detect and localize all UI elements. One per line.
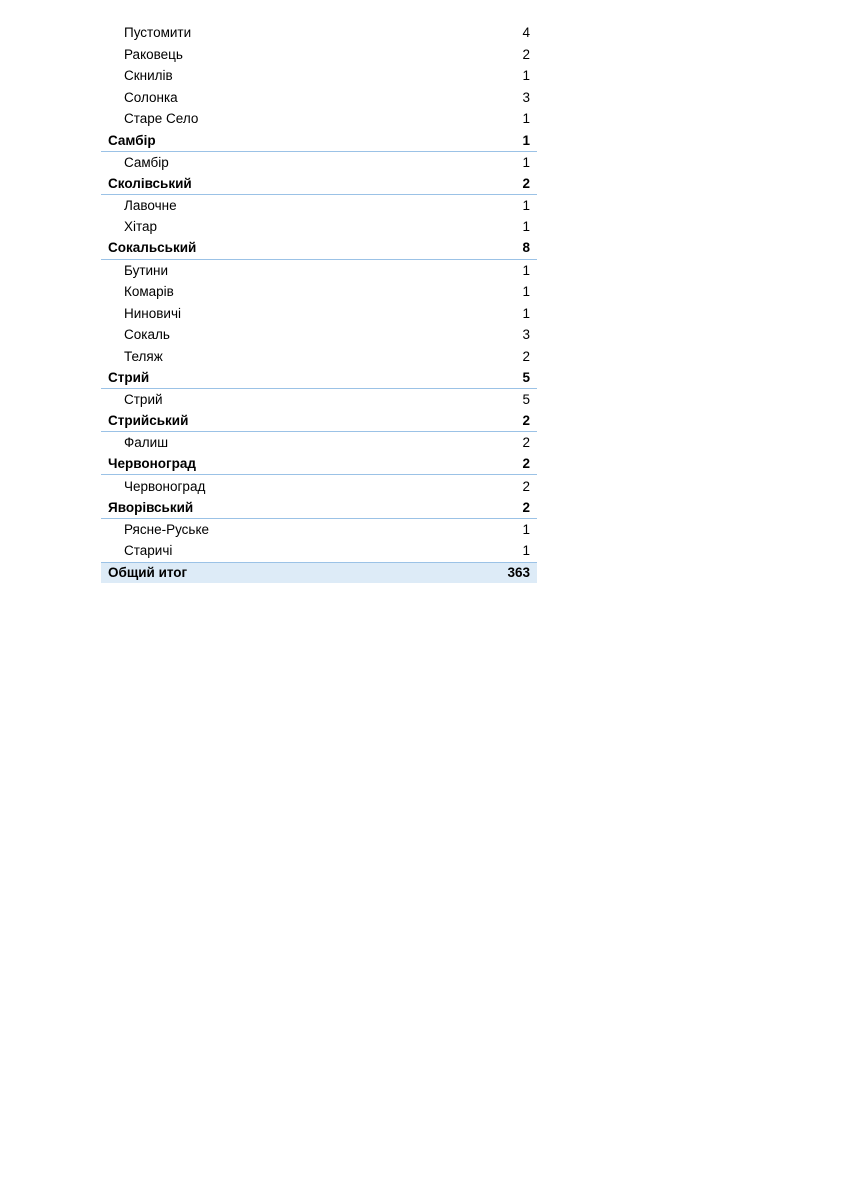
item-row — [101, 281, 537, 303]
item-count: 1 — [522, 262, 530, 278]
item-label: Теляж — [124, 348, 163, 364]
item-count: 2 — [522, 435, 530, 451]
item-label: Старе Село — [124, 111, 199, 127]
item-label: Раковець — [124, 46, 183, 62]
group-count: 1 — [522, 132, 530, 148]
pivot-table — [101, 22, 537, 583]
item-label: Сокаль — [124, 327, 170, 343]
item-label: Хітар — [124, 219, 158, 235]
group-label: Самбір — [108, 132, 156, 148]
group-row — [101, 238, 537, 260]
group-count: 2 — [522, 456, 530, 472]
item-count: 1 — [522, 284, 530, 300]
item-count: 1 — [522, 68, 530, 84]
item-count: 1 — [522, 521, 530, 537]
grand-total-row — [101, 562, 537, 584]
group-count: 8 — [522, 240, 530, 256]
item-count: 2 — [522, 478, 530, 494]
item-row — [101, 65, 537, 87]
group-row — [101, 130, 537, 152]
group-count: 2 — [522, 499, 530, 515]
item-count: 1 — [522, 219, 530, 235]
item-label: Лавочне — [124, 197, 177, 213]
item-count: 4 — [522, 25, 530, 41]
item-count: 1 — [522, 543, 530, 559]
item-row — [101, 216, 537, 238]
group-label: Стрийський — [108, 413, 189, 429]
item-row — [101, 195, 537, 217]
item-count: 3 — [522, 327, 530, 343]
item-label: Червоноград — [124, 478, 206, 494]
group-label: Сколівський — [108, 175, 192, 191]
item-row — [101, 22, 537, 44]
item-row — [101, 389, 537, 411]
item-label: Стрий — [124, 392, 163, 408]
grand-total-label: Общий итог — [108, 565, 188, 581]
item-row — [101, 108, 537, 130]
item-label: Самбір — [124, 154, 169, 170]
item-label: Солонка — [124, 89, 178, 105]
item-label: Фалиш — [124, 435, 169, 451]
item-row — [101, 260, 537, 282]
item-count: 1 — [522, 197, 530, 213]
group-count: 2 — [522, 413, 530, 429]
item-count: 1 — [522, 154, 530, 170]
group-label: Яворівський — [108, 499, 194, 515]
group-label: Червоноград — [108, 456, 196, 472]
grand-total-value: 363 — [507, 565, 530, 581]
item-row — [101, 346, 537, 368]
item-count: 1 — [522, 305, 530, 321]
item-label: Рясне-Руське — [124, 521, 210, 537]
item-row — [101, 152, 537, 174]
item-count: 2 — [522, 348, 530, 364]
item-label: Старичі — [124, 543, 173, 559]
item-label: Комарів — [124, 284, 174, 300]
item-label: Пустомити — [124, 25, 192, 41]
group-label: Сокальський — [108, 240, 197, 256]
group-count: 5 — [522, 370, 530, 386]
group-count: 2 — [522, 175, 530, 191]
item-row — [101, 87, 537, 109]
item-row — [101, 44, 537, 66]
item-row — [101, 475, 537, 497]
pivot-rows — [101, 22, 537, 562]
item-row — [101, 324, 537, 346]
group-row — [101, 497, 537, 519]
item-count: 5 — [522, 392, 530, 408]
item-row — [101, 303, 537, 325]
group-row — [101, 454, 537, 476]
group-row — [101, 411, 537, 433]
item-count: 1 — [522, 111, 530, 127]
item-count: 2 — [522, 46, 530, 62]
item-row — [101, 540, 537, 562]
group-label: Стрий — [108, 370, 150, 386]
group-row — [101, 368, 537, 390]
item-label: Скнилів — [124, 68, 173, 84]
group-row — [101, 173, 537, 195]
item-label: Бутини — [124, 262, 169, 278]
item-label: Ниновичі — [124, 305, 181, 321]
item-row — [101, 519, 537, 541]
item-count: 3 — [522, 89, 530, 105]
item-row — [101, 432, 537, 454]
